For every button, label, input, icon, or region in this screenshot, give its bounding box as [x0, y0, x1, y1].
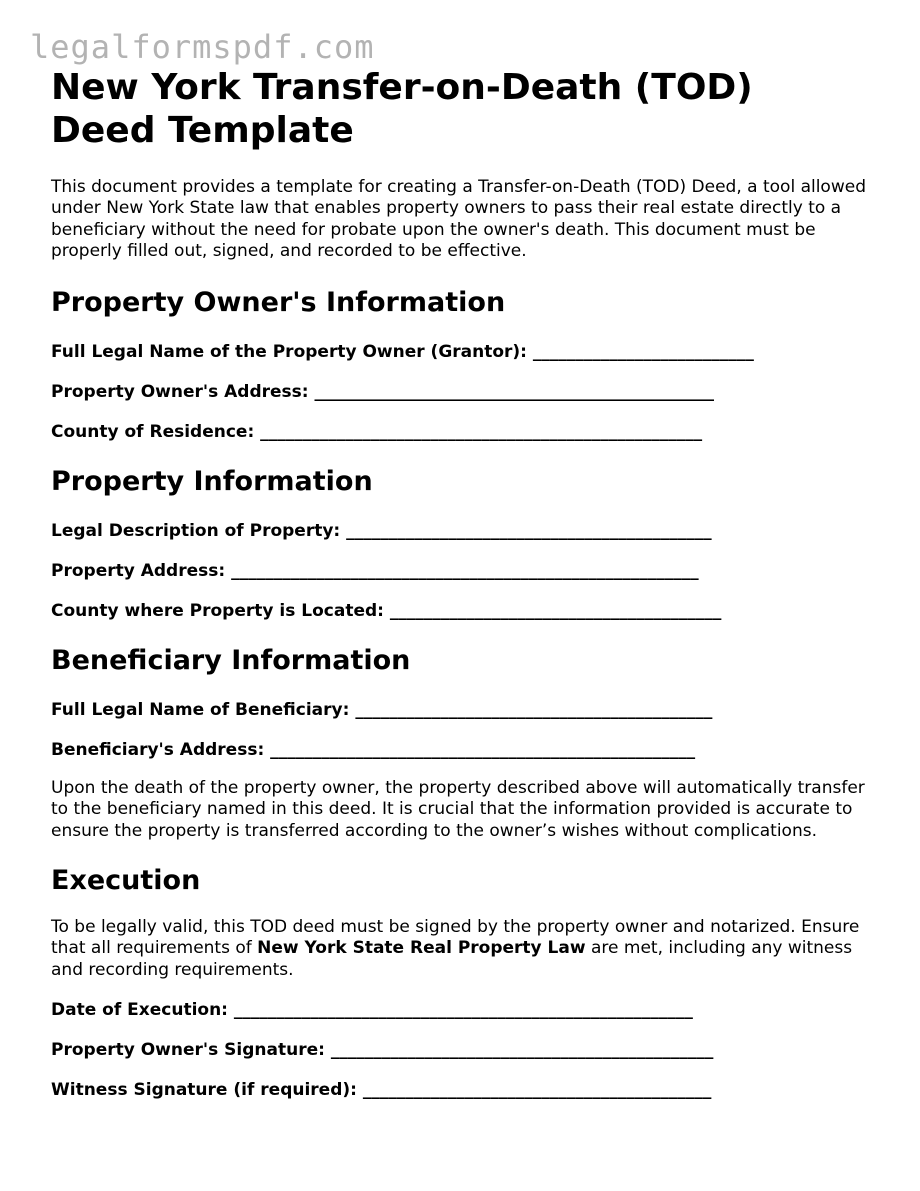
property-address-field[interactable]: Property Address: _______________________________________________________: [51, 561, 699, 582]
property-county-field[interactable]: County where Property is Located: _______________________________________: [51, 601, 722, 622]
beneficiary-address-field[interactable]: Beneficiary's Address: __________________________________________________: [51, 740, 696, 761]
beneficiary-section-heading: Beneficiary Information: [51, 645, 411, 677]
beneficiary-name-field[interactable]: Full Legal Name of Beneficiary: __________________________________________: [51, 700, 713, 721]
execution-law-reference: New York State Real Property Law: [257, 938, 586, 959]
execution-text-start: To be legally valid, this TOD deed must be signed by the property owner and notarized. Ensure that all requirements of: [51, 917, 860, 959]
watermark: legalformspdf.com: [30, 28, 375, 66]
document-title: New York Transfer-on-Death (TOD) Deed Template: [51, 67, 753, 151]
owner-name-field[interactable]: Full Legal Name of the Property Owner (Grantor): __________________________: [51, 342, 754, 363]
transfer-paragraph: Upon the death of the property owner, the property described above will automatically transfer to the beneficiary named in this deed. It is crucial that the information provided is accurate to ensure the property is transferred according to the owner’s wishes without complications.: [51, 778, 865, 841]
execution-text-end: are met, including any witness and recording requirements.: [51, 938, 853, 980]
property-section-heading: Property Information: [51, 466, 373, 498]
execution-section-heading: Execution: [51, 865, 201, 897]
execution-date-field[interactable]: Date of Execution: ______________________________________________________: [51, 999, 693, 1020]
owner-section-heading: Property Owner's Information: [51, 287, 506, 319]
owner-address-field[interactable]: Property Owner's Address: _______________________________________________: [51, 382, 715, 403]
document-page: [51, 66, 881, 1101]
owner-signature-field[interactable]: Property Owner's Signature: _____________________________________________: [51, 1039, 714, 1060]
execution-paragraph: [51, 917, 881, 981]
owner-county-field[interactable]: County of Residence: ____________________________________________________: [51, 422, 703, 443]
intro-paragraph: This document provides a template for creating a Transfer-on-Death (TOD) Deed, a tool allowed under New York State law that enables property owners to pass their real estate directly to a beneficiary without the need for probate upon the owner's death. This document must be properly filled out, signed, and recorded to be effective.: [51, 177, 866, 261]
property-description-field[interactable]: Legal Description of Property: ___________________________________________: [51, 521, 712, 542]
witness-signature-field[interactable]: Witness Signature (if required): _________________________________________: [51, 1079, 712, 1100]
